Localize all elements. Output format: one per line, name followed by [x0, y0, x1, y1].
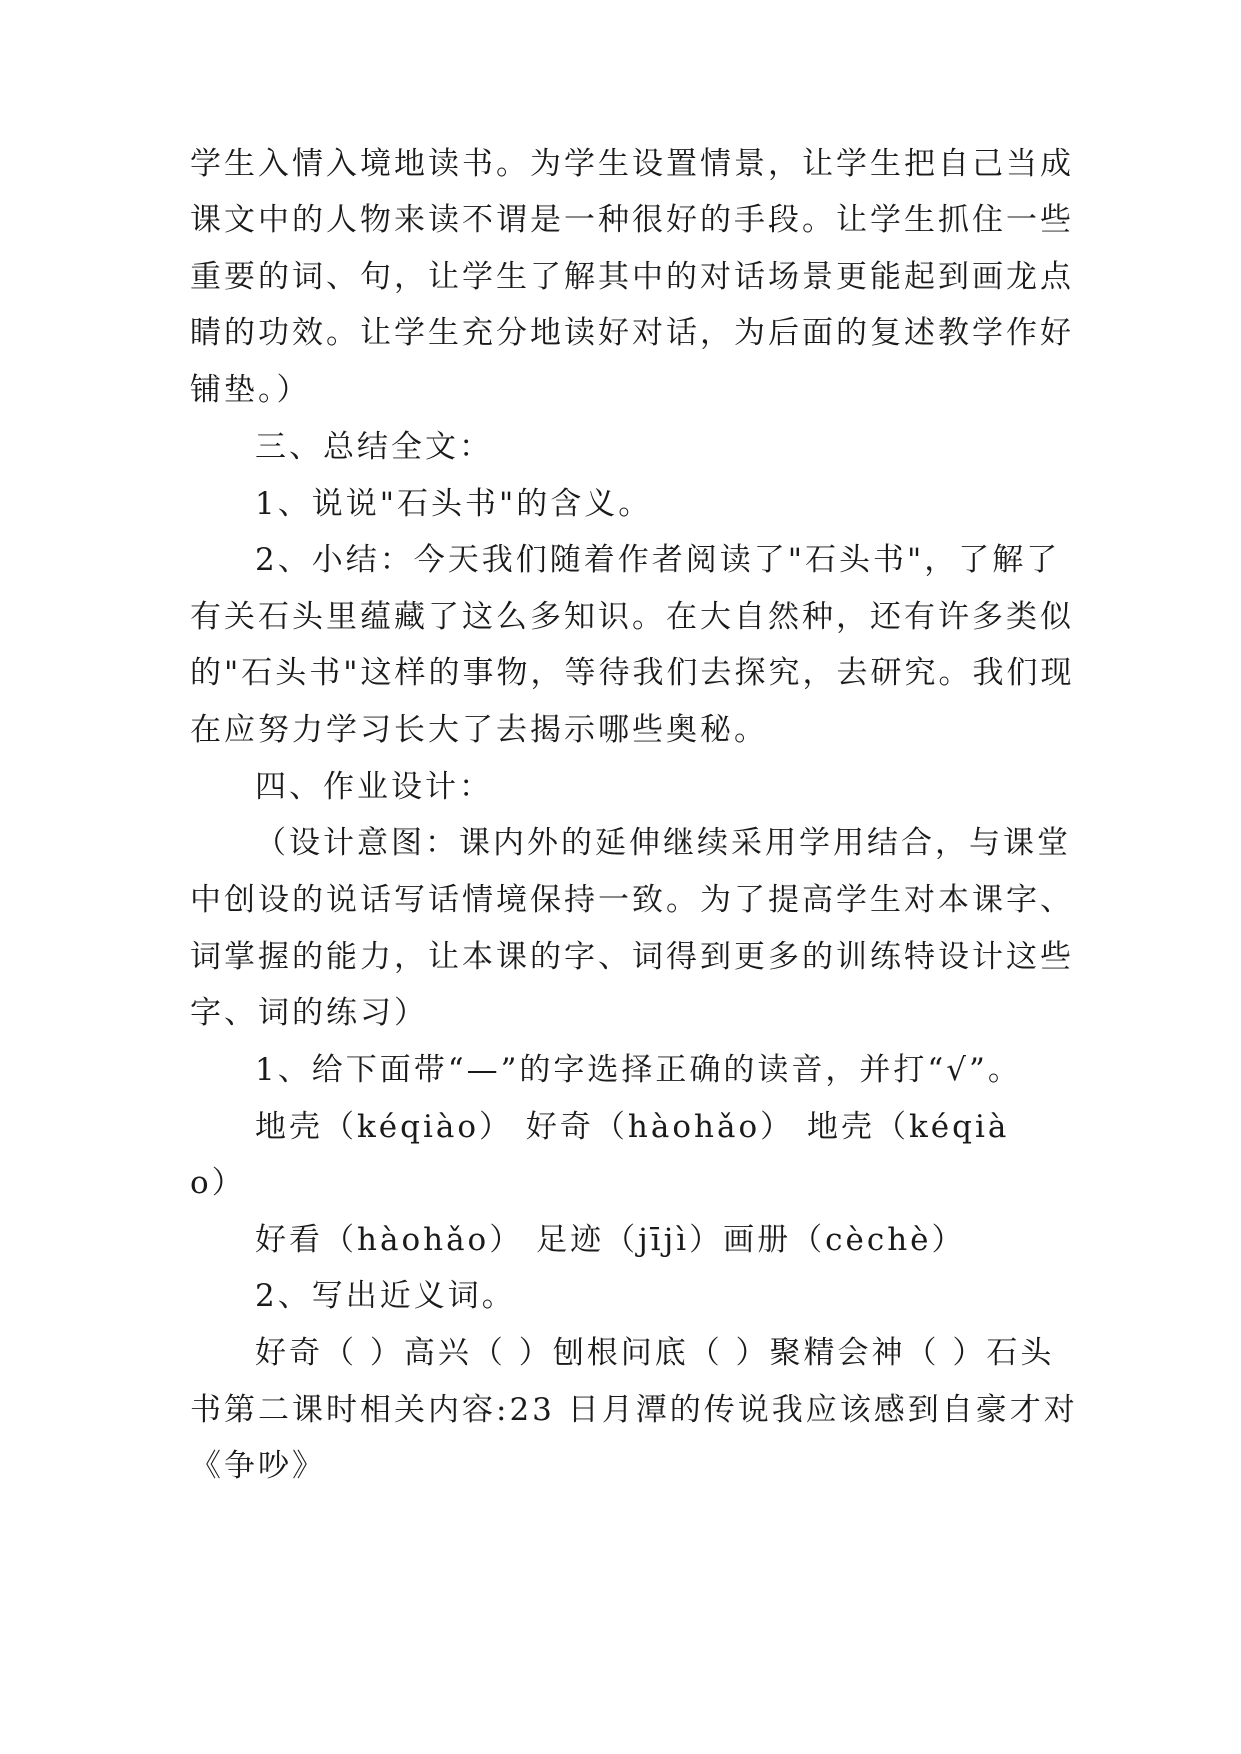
- text-line: 重要的词、句，让学生了解其中的对话场景更能起到画龙点: [190, 259, 1074, 295]
- text-line: 铺垫。）: [190, 372, 311, 408]
- text-line: 地壳（kéqiào） 好奇（hàohǎo） 地壳（kéqià: [255, 1109, 1010, 1145]
- text-line: 2、小结：今天我们随着作者阅读了"石头书"，了解了: [255, 542, 1061, 578]
- text-line: 睛的功效。让学生充分地读好对话，为后面的复述教学作好: [190, 315, 1074, 351]
- section-heading: 三、总结全文：: [255, 429, 493, 465]
- text-line: o）: [190, 1165, 246, 1201]
- text-line: 字、词的练习）: [190, 995, 428, 1031]
- text-line: 词掌握的能力，让本课的字、词得到更多的训练特设计这些: [190, 939, 1074, 975]
- text-line: 中创设的说话写话情境保持一致。为了提高学生对本课字、: [190, 882, 1074, 918]
- text-line: 好看（hàohǎo） 足迹（jījì）画册（cèchè）: [255, 1222, 966, 1258]
- text-line: （设计意图：课内外的延伸继续采用学用结合，与课堂: [255, 825, 1071, 861]
- text-line: 有关石头里蕴藏了这么多知识。在大自然种，还有许多类似: [190, 599, 1074, 635]
- text-line: 学生入情入境地读书。为学生设置情景，让学生把自己当成: [190, 146, 1074, 182]
- text-line: 1、给下面带“—”的字选择正确的读音，并打“√”。: [255, 1052, 1022, 1088]
- text-line: 2、写出近义词。: [255, 1278, 516, 1314]
- text-line: 在应努力学习长大了去揭示哪些奥秘。: [190, 712, 768, 748]
- text-line: 书第二课时相关内容:23 日月潭的传说我应该感到自豪才对: [190, 1392, 1078, 1428]
- section-heading: 四、作业设计：: [255, 769, 493, 805]
- text-line: 1、说说"石头书"的含义。: [255, 486, 653, 522]
- text-line: 课文中的人物来读不谓是一种很好的手段。让学生抓住一些: [190, 202, 1074, 238]
- text-line: 好奇（ ）高兴（ ）刨根问底（ ）聚精会神（ ）石头: [255, 1335, 1055, 1371]
- text-line: 的"石头书"这样的事物，等待我们去探究，去研究。我们现: [190, 655, 1075, 691]
- text-line: 《争吵》: [190, 1448, 326, 1484]
